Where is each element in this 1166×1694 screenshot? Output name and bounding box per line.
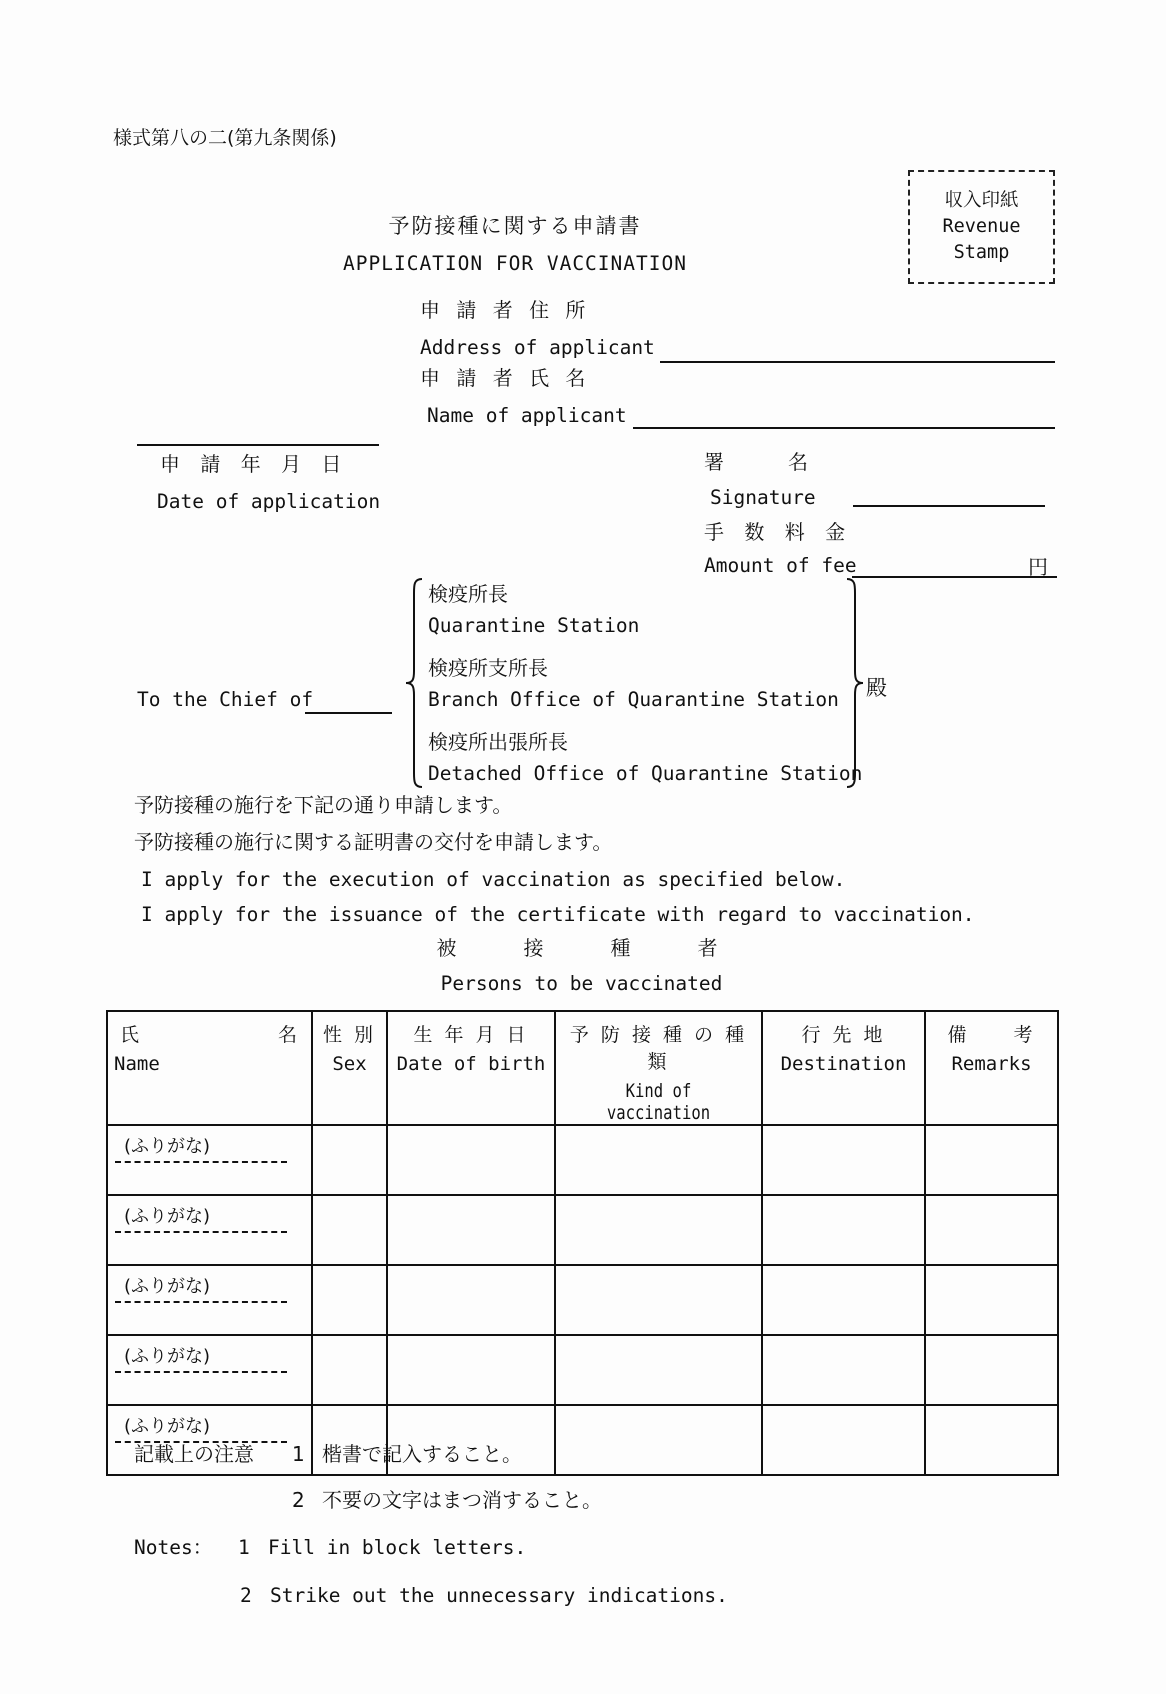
note-ja-1-text: 楷書で記入すること。 (322, 1442, 522, 1466)
signature-label-ja: 署 名 (704, 450, 816, 474)
fee-blank-line[interactable] (852, 576, 1057, 578)
signature-label-en: Signature (710, 486, 816, 509)
notes-label-ja: 記載上の注意 (134, 1442, 254, 1466)
applicant-address-label-en: Address of applicant (420, 336, 655, 359)
date-of-birth-cell[interactable] (387, 1265, 555, 1335)
remarks-cell[interactable] (925, 1125, 1058, 1195)
kind-of-vaccination-cell[interactable] (555, 1405, 762, 1475)
destination-cell[interactable] (762, 1405, 925, 1475)
table-header-row (107, 1011, 1058, 1125)
date-of-birth-cell[interactable] (387, 1335, 555, 1405)
col-header-name-ja-right: 名 (277, 1024, 297, 1046)
fee-label-en: Amount of fee (704, 554, 857, 577)
statement-certificate-en: I apply for the issuance of the certificate with regard to vaccination. (141, 903, 975, 926)
notes-label-en: Notes： (134, 1536, 213, 1559)
application-date-label-en: Date of application (157, 490, 381, 513)
col-header-name-ja-left: 氏 (120, 1024, 140, 1046)
form-title (300, 210, 730, 275)
signature-blank-line[interactable] (853, 505, 1045, 507)
note-en-2-text: Strike out the unnecessary indications. (270, 1584, 728, 1607)
sex-cell[interactable] (312, 1265, 387, 1335)
office-branch-office-en: Branch Office of Quarantine Station (428, 688, 839, 711)
revenue-stamp-label-en-2: Stamp (953, 242, 1010, 263)
col-header-sex: 性 別 Sex (312, 1011, 387, 1125)
form-code: 様式第八の二(第九条関係) (113, 127, 337, 149)
date-of-birth-cell[interactable] (387, 1195, 555, 1265)
applicant-address-label-ja: 申 請 者 住 所 (420, 298, 591, 322)
col-header-remarks: 備 考 Remarks (925, 1011, 1058, 1125)
kind-of-vaccination-cell[interactable] (555, 1195, 762, 1265)
destination-cell[interactable] (762, 1125, 925, 1195)
office-quarantine-station-ja: 検疫所長 (428, 582, 508, 606)
fee-label-ja: 手 数 料 金 (704, 520, 853, 544)
col-header-date-of-birth: 生 年 月 日 Date of birth (387, 1011, 555, 1125)
addressee-prefix: To the Chief of (137, 688, 314, 711)
revenue-stamp-label-en-1: Revenue (942, 216, 1021, 237)
col-header-name (107, 1011, 312, 1125)
date-of-birth-cell[interactable] (387, 1125, 555, 1195)
table-caption-en: Persons to be vaccinated (440, 972, 723, 995)
application-date-blank-line[interactable] (137, 444, 379, 446)
furigana-hint: (ふりがな) (115, 1410, 287, 1443)
honorific-tono: 殿 (866, 676, 887, 700)
furigana-hint: (ふりがな) (115, 1340, 287, 1373)
table-row (107, 1265, 1058, 1335)
col-header-destination: 行 先 地 Destination (762, 1011, 925, 1125)
table-row (107, 1195, 1058, 1265)
table-row (107, 1335, 1058, 1405)
remarks-cell[interactable] (925, 1265, 1058, 1335)
statement-execution-en: I apply for the execution of vaccination as specified below. (141, 868, 846, 891)
fee-currency-yen: 円 (1028, 555, 1048, 579)
persons-table (106, 1010, 1059, 1476)
applicant-address-blank-line[interactable] (660, 361, 1055, 363)
right-brace (845, 576, 865, 790)
sex-cell[interactable] (312, 1195, 387, 1265)
col-header-kind-of-vaccination: 予 防 接 種 の 種 類 Kind of vaccination (555, 1011, 762, 1125)
table-row (107, 1125, 1058, 1195)
name-cell[interactable] (107, 1265, 312, 1335)
note-ja-2-text: 不要の文字はまつ消すること。 (322, 1488, 602, 1512)
office-detached-office-en: Detached Office of Quarantine Station (428, 762, 863, 785)
revenue-stamp-label-ja: 収入印紙 (944, 190, 1019, 211)
office-quarantine-station-en: Quarantine Station (428, 614, 640, 637)
destination-cell[interactable] (762, 1265, 925, 1335)
note-en-1-num: 1 (238, 1536, 250, 1559)
note-ja-1-num: 1 (292, 1442, 305, 1466)
left-brace (404, 576, 424, 790)
remarks-cell[interactable] (925, 1405, 1058, 1475)
applicant-name-label-ja: 申 請 者 氏 名 (420, 366, 591, 390)
revenue-stamp-box[interactable] (908, 170, 1055, 284)
kind-of-vaccination-cell[interactable] (555, 1125, 762, 1195)
remarks-cell[interactable] (925, 1335, 1058, 1405)
applicant-name-blank-line[interactable] (633, 427, 1055, 429)
office-detached-office-ja: 検疫所出張所長 (428, 730, 568, 754)
destination-cell[interactable] (762, 1195, 925, 1265)
sex-cell[interactable] (312, 1125, 387, 1195)
furigana-hint: (ふりがな) (115, 1200, 287, 1233)
kind-of-vaccination-cell[interactable] (555, 1335, 762, 1405)
form-title-ja: 予防接種に関する申請書 (388, 214, 642, 238)
note-en-2-num: 2 (240, 1584, 252, 1607)
kind-of-vaccination-cell[interactable] (555, 1265, 762, 1335)
note-en-1-text: Fill in block letters. (268, 1536, 527, 1559)
application-date-label-ja: 申 請 年 月 日 (160, 452, 349, 476)
office-options (428, 578, 863, 790)
furigana-hint: (ふりがな) (115, 1270, 287, 1303)
name-cell[interactable] (107, 1335, 312, 1405)
name-cell[interactable] (107, 1195, 312, 1265)
form-title-en: APPLICATION FOR VACCINATION (343, 252, 687, 275)
addressee-blank-line[interactable] (305, 712, 392, 714)
table-caption-ja: 被 接 種 者 (436, 936, 727, 960)
col-header-name-en: Name (114, 1053, 160, 1075)
destination-cell[interactable] (762, 1335, 925, 1405)
name-cell[interactable] (107, 1125, 312, 1195)
furigana-hint: (ふりがな) (115, 1130, 287, 1163)
note-ja-2-num: 2 (292, 1488, 305, 1512)
statement-execution-ja: 予防接種の施行を下記の通り申請します。 (134, 793, 513, 817)
remarks-cell[interactable] (925, 1195, 1058, 1265)
sex-cell[interactable] (312, 1335, 387, 1405)
statement-certificate-ja: 予防接種の施行に関する証明書の交付を申請します。 (134, 830, 613, 854)
office-branch-office-ja: 検疫所支所長 (428, 656, 548, 680)
applicant-name-label-en: Name of applicant (427, 404, 627, 427)
